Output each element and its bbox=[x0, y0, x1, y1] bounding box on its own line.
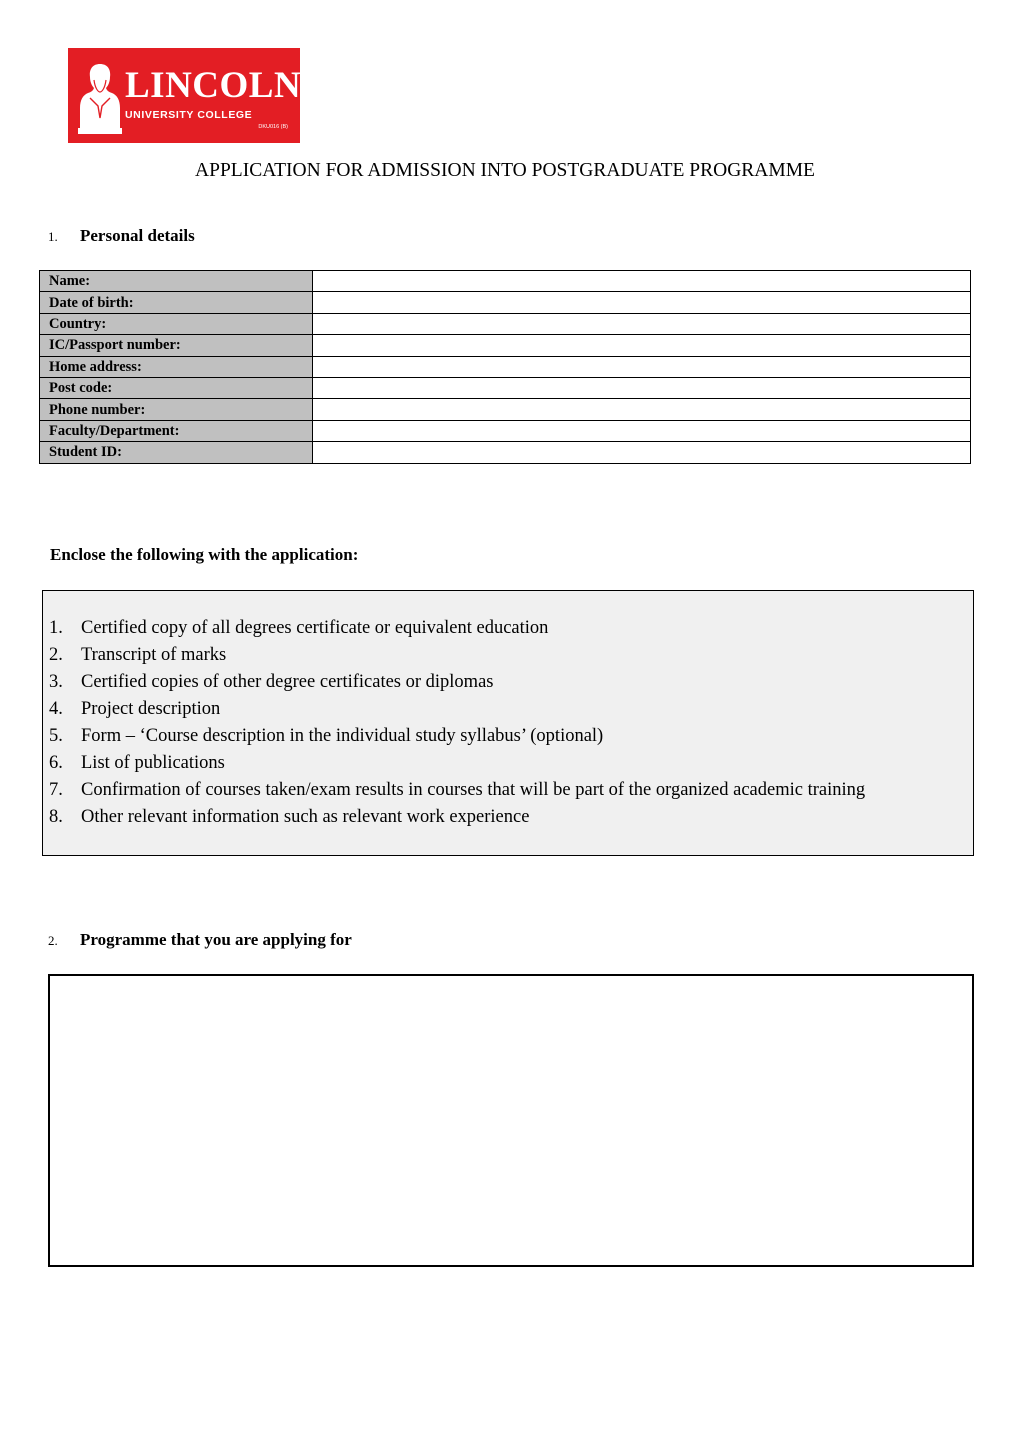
field-label-student-id: Student ID: bbox=[40, 442, 313, 463]
table-row bbox=[40, 313, 971, 334]
logo-code: DKU016 (B) bbox=[258, 124, 288, 130]
field-label-post-code: Post code: bbox=[40, 377, 313, 398]
field-label-home-address: Home address: bbox=[40, 356, 313, 377]
field-label-phone-number: Phone number: bbox=[40, 399, 313, 420]
field-label-passport: IC/Passport number: bbox=[40, 335, 313, 356]
student-id-field[interactable] bbox=[313, 442, 971, 463]
list-item: 2. Transcript of marks bbox=[49, 645, 227, 665]
country-field[interactable] bbox=[313, 313, 971, 334]
phone-number-field[interactable] bbox=[313, 399, 971, 420]
section-number: 2. bbox=[48, 933, 58, 948]
passport-number-field[interactable] bbox=[313, 335, 971, 356]
enclose-list bbox=[49, 615, 865, 831]
faculty-department-field[interactable] bbox=[313, 420, 971, 441]
table-row bbox=[40, 356, 971, 377]
list-item: 1. Certified copy of all degrees certificate or equivalent education bbox=[49, 618, 549, 638]
page-title: APPLICATION FOR ADMISSION INTO POSTGRADUATE PROGRAMME bbox=[195, 160, 815, 181]
home-address-field[interactable] bbox=[313, 356, 971, 377]
field-label-name: Name: bbox=[40, 271, 313, 292]
table-row bbox=[40, 271, 971, 292]
table-row bbox=[40, 399, 971, 420]
enclose-checklist-box bbox=[42, 590, 974, 856]
list-item: 3. Certified copies of other degree certificates or diplomas bbox=[49, 672, 494, 692]
table-row bbox=[40, 442, 971, 463]
table-row bbox=[40, 420, 971, 441]
field-label-faculty: Faculty/Department: bbox=[40, 420, 313, 441]
list-item: 8. Other relevant information such as relevant work experience bbox=[49, 807, 530, 827]
field-label-country: Country: bbox=[40, 313, 313, 334]
section-personal-details-heading bbox=[48, 226, 195, 247]
programme-field[interactable] bbox=[48, 974, 974, 1267]
list-item: 7. Confirmation of courses taken/exam results in courses that will be part of the organized academic training bbox=[49, 780, 866, 800]
date-of-birth-field[interactable] bbox=[313, 292, 971, 313]
section-number: 1. bbox=[48, 229, 58, 244]
section-programme-heading bbox=[48, 930, 352, 951]
logo-subtitle: UNIVERSITY COLLEGE bbox=[125, 109, 253, 121]
university-logo bbox=[68, 48, 300, 143]
list-item: 4. Project description bbox=[49, 699, 221, 719]
name-field[interactable] bbox=[313, 271, 971, 292]
logo-wordmark: LINCOLN bbox=[125, 65, 302, 106]
table-row bbox=[40, 292, 971, 313]
table-row bbox=[40, 335, 971, 356]
lincoln-bust-icon bbox=[78, 58, 122, 134]
section-title: Programme that you are applying for bbox=[80, 930, 352, 949]
enclose-heading: Enclose the following with the application: bbox=[50, 545, 359, 564]
post-code-field[interactable] bbox=[313, 377, 971, 398]
field-label-date-of-birth: Date of birth: bbox=[40, 292, 313, 313]
list-item: 6. List of publications bbox=[49, 753, 225, 773]
section-title: Personal details bbox=[80, 226, 195, 245]
personal-details-table bbox=[39, 270, 971, 464]
table-row bbox=[40, 377, 971, 398]
list-item: 5. Form – ‘Course description in the individual study syllabus’ (optional) bbox=[49, 726, 604, 746]
